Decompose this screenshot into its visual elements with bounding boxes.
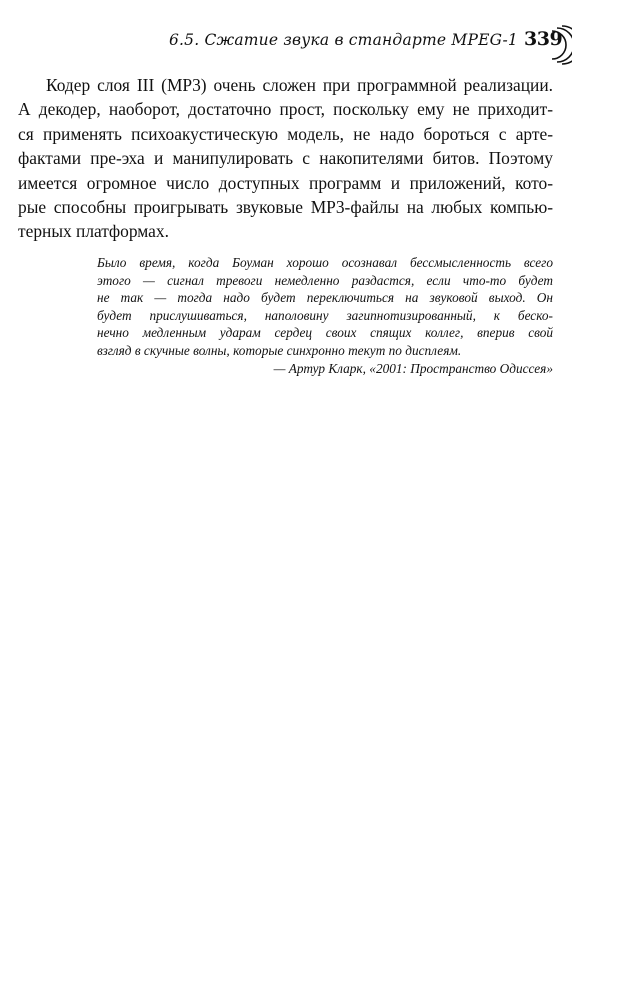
page-number-arcs-icon [548,25,572,65]
epigraph-quote [97,254,553,377]
paragraph-line: рые способны проигрывать звуковые MP3-файлы на любых компью- [18,197,553,218]
paragraph-line: терных платформах. [18,221,169,242]
epigraph-line: Было время, когда Боуман хорошо осознавал бессмысленность всего [97,255,553,270]
paragraph-line: А декодер, наоборот, достаточно прост, поскольку ему не приходит- [18,99,553,120]
page-number: 339 [524,28,563,50]
paragraph-line: Кодер слоя III (MP3) очень сложен при программной реализации. [46,75,553,95]
epigraph-attribution: — Артур Кларк, «2001: Пространство Одиссея» [273,360,553,376]
paragraph-line: фактами пре-эха и манипулировать с накопителями битов. Поэтому [18,148,553,169]
epigraph-line: нечно медленным ударам сердец своих спящих коллег, вперив свой [97,325,553,341]
epigraph-line: будет прислушиваться, наполовину загипнотизированный, к беско- [97,307,553,323]
paragraph-line: ся применять психоакустическую модель, не надо бороться с арте- [18,123,553,144]
epigraph-line: взгляд в скучные волны, которые синхронно текут по дисплеям. [97,342,462,358]
running-title: 6.5. Сжатие звука в стандарте MPEG-1 [168,31,518,49]
paragraph-line: имеется огромное число доступных программ и приложений, кото- [18,172,553,193]
page-header [0,27,630,61]
epigraph-line: не так — тогда надо будет переключиться на звуковой выход. Он [97,290,553,306]
body-paragraph [18,73,553,244]
epigraph-line: этого — сигнал тревоги немедленно раздастся, если что-то будет [97,272,553,288]
